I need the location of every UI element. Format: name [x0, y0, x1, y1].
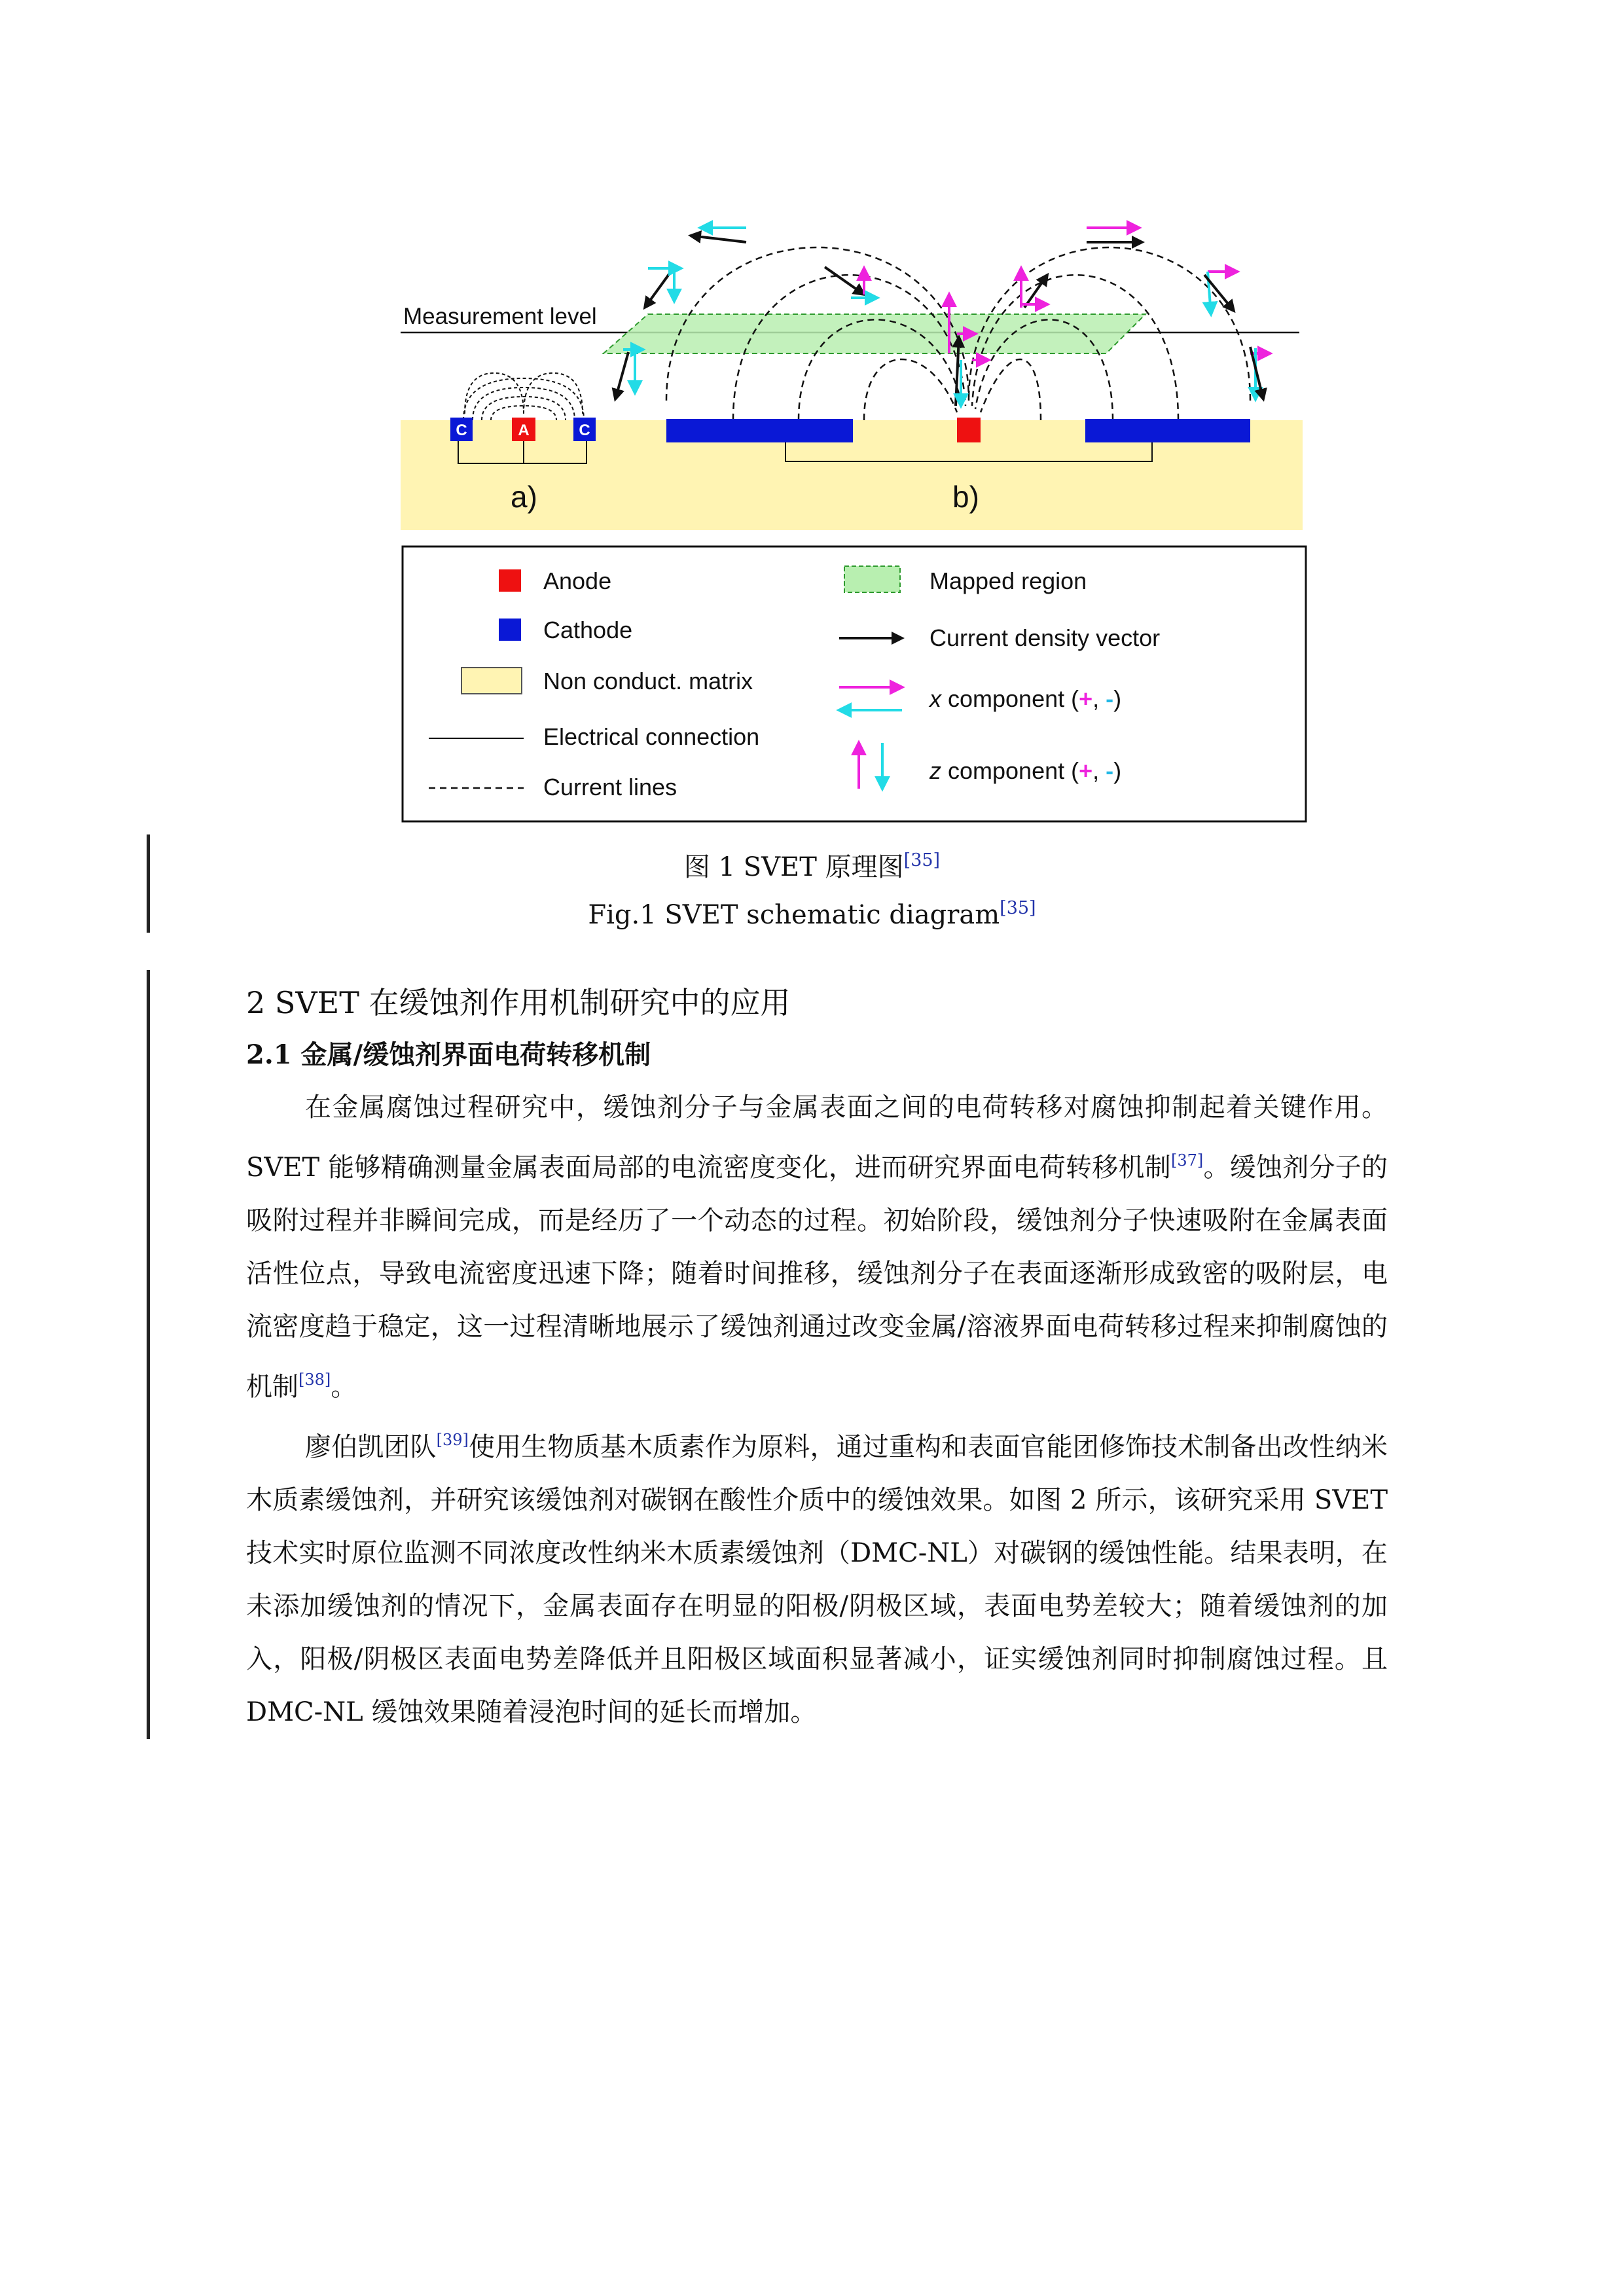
legend-cathode: Cathode: [543, 617, 633, 643]
paragraph-2-part-b: 使用生物质基木质素作为原料，通过重构和表面官能团修饰技术制备出改性纳米木质素缓蚀剂，并研究该缓蚀剂对碳钢在酸性介质中的缓蚀效果。如图 2 所示，该研究采用 SVET 技术实时原位监测不同浓度改性纳米木质素缓蚀剂（DMC-NL）对碳钢的缓蚀性能。结果表明，在未添加缓蚀剂的情况下，金属表面存在明显的阳极/阴极区域，表面电势差较大；随着缓蚀剂的加入，阳极/阴极区表面电势差降低并且阳极区域面积显著减小，证实缓蚀剂同时抑制腐蚀过程。且 DMC-NL 缓蚀效果随着浸泡时间的延长而增加。: [246, 1432, 1388, 1727]
measurement-level-label: Measurement level: [403, 304, 597, 329]
legend-anode-swatch: [499, 569, 521, 592]
panel-b-label: b): [952, 480, 979, 514]
figure-caption-cn: [0, 841, 1624, 887]
panel-b-anode: [957, 418, 981, 442]
panel-b-cathode-left: [666, 419, 853, 442]
paragraph-1-part-a: 在金属腐蚀过程研究中，缓蚀剂分子与金属表面之间的电荷转移对腐蚀抑制起着关键作用。SVET 能够精确测量金属表面局部的电流密度变化，进而研究界面电荷转移机制: [246, 1092, 1388, 1183]
panel-a-cathode-left-label: C: [456, 422, 467, 439]
legend-x-component: x component (+, -): [929, 685, 1122, 712]
subsection-title: 2.1 金属/缓蚀剂界面电荷转移机制: [246, 1039, 651, 1070]
figure-caption-en: [0, 889, 1624, 935]
panel-a-anode-label: A: [518, 422, 530, 439]
caption-cn-ref[interactable]: [35]: [903, 850, 941, 870]
legend-z-component: z component (+, -): [929, 757, 1122, 784]
panel-a-cathode-right-label: C: [579, 422, 590, 439]
legend-matrix-swatch: [461, 668, 522, 694]
paragraph-1: [246, 1081, 1388, 1414]
legend-vector: Current density vector: [929, 624, 1161, 651]
legend-mapped: Mapped region: [929, 567, 1087, 594]
citation-39[interactable]: [39]: [436, 1431, 469, 1449]
paragraph-1-part-b: 。缓蚀剂分子的吸附过程并非瞬间完成，而是经历了一个动态的过程。初始阶段，缓蚀剂分子快速吸附在金属表面活性位点，导致电流密度迅速下降；随着时间推移，缓蚀剂分子在表面逐渐形成致密的吸附层，电流密度趋于稳定，这一过程清晰地展示了缓蚀剂通过改变金属/溶液界面电荷转移过程来抑制腐蚀的机制: [246, 1153, 1388, 1402]
mapped-region: [604, 314, 1146, 353]
caption-en-text: Fig.1 SVET schematic diagram: [588, 900, 1000, 930]
paragraph-1-part-c: 。: [331, 1372, 357, 1402]
legend-electrical: Electrical connection: [543, 723, 760, 750]
legend-matrix: Non conduct. matrix: [543, 668, 753, 694]
caption-cn-text: 图 1 SVET 原理图: [683, 852, 904, 882]
legend-current-lines: Current lines: [543, 774, 677, 800]
paragraph-2-part-a: 廖伯凯团队: [305, 1432, 437, 1462]
citation-37[interactable]: [37]: [1171, 1151, 1204, 1170]
panel-a: [463, 373, 584, 420]
citation-38[interactable]: [38]: [298, 1371, 331, 1389]
section-title: 2 SVET 在缓蚀剂作用机制研究中的应用: [246, 985, 791, 1020]
panel-b-cathode-right: [1085, 419, 1250, 442]
paragraph-2: [246, 1414, 1388, 1739]
revision-bar-body: [147, 970, 150, 1739]
legend-anode: Anode: [543, 567, 612, 594]
legend-mapped-swatch: [844, 566, 900, 592]
caption-en-ref[interactable]: [35]: [1000, 898, 1036, 918]
legend-cathode-swatch: [499, 619, 521, 641]
panel-a-label: a): [511, 480, 537, 514]
body-text: [246, 1081, 1388, 1739]
svet-schematic-figure: [393, 209, 1309, 825]
